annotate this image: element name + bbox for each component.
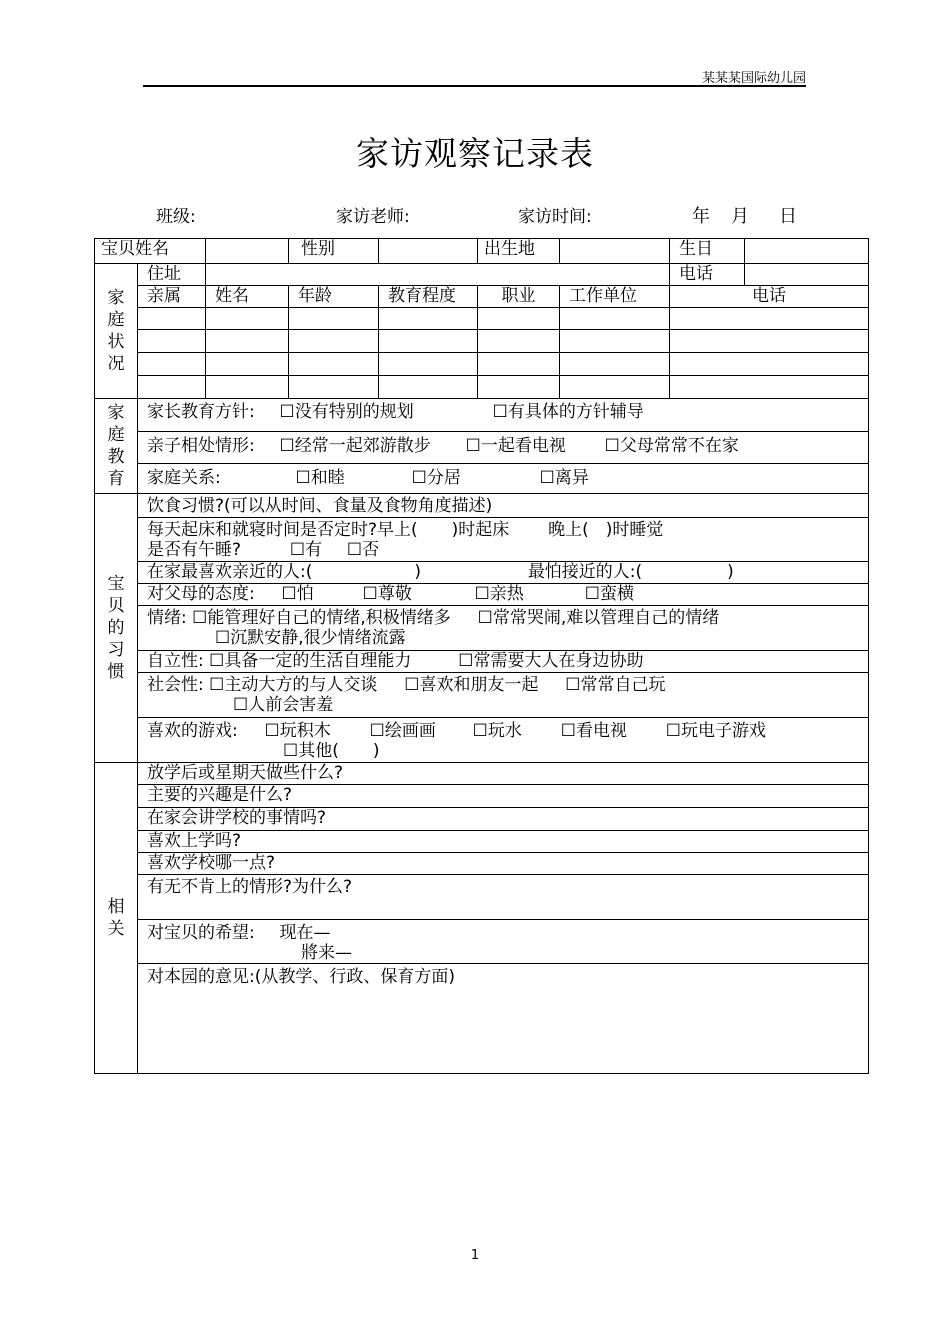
sociality-option-alone[interactable]: ☐常常自己玩 xyxy=(565,675,666,695)
emotion-option-managed[interactable]: ☐能管理好自己的情绪,积极情绪多 xyxy=(192,608,451,628)
family-relation-row xyxy=(138,464,869,494)
family-member-row xyxy=(95,330,869,353)
games-option-tv[interactable]: ☐看电视 xyxy=(560,721,627,741)
games-option-blocks[interactable]: ☐玩积木 xyxy=(264,721,331,741)
talks-about-school-question: 在家会讲学校的事情吗? xyxy=(138,808,869,831)
gender-label: 性别 xyxy=(289,239,379,264)
birthday-label: 生日 xyxy=(670,239,745,264)
after-school-question: 放学后或星期天做些什么? xyxy=(138,763,869,785)
interaction-label: 亲子相处情形: xyxy=(147,436,255,456)
kindergarten-name: 某某某国际幼儿园 xyxy=(701,71,806,86)
refuse-school-question: 有无不肯上的情形?为什么? xyxy=(138,875,869,920)
sociality-label: 社会性: xyxy=(147,675,204,695)
family-member-row xyxy=(95,376,869,399)
visit-time-label: 家访时间: xyxy=(518,207,592,227)
emotion-option-quiet[interactable]: ☐沉默安静,很少情绪流露 xyxy=(215,628,406,648)
feared-person-question: 最怕接近的人:( ) xyxy=(527,562,734,582)
nap-option-no[interactable]: ☐否 xyxy=(346,540,380,560)
child-name-field[interactable] xyxy=(206,239,289,264)
family-header-row xyxy=(95,286,869,308)
relation-option-harmony[interactable]: ☐和睦 xyxy=(295,468,345,488)
class-label: 班级: xyxy=(156,207,196,227)
birthplace-field[interactable] xyxy=(560,239,670,264)
opinion-question: 对本园的意见:(从教学、行政、保育方面) xyxy=(147,967,455,987)
self-reliance-row xyxy=(138,651,869,673)
phone-field[interactable] xyxy=(745,264,869,286)
attitude-option-fear[interactable]: ☐怕 xyxy=(281,584,314,604)
header-rule xyxy=(143,85,806,87)
likes-school-question: 喜欢上学吗? xyxy=(138,831,869,853)
attitude-option-affection[interactable]: ☐亲热 xyxy=(474,584,524,604)
education-section-label: 家庭教育 xyxy=(95,399,138,494)
page-title: 家访观察记录表 xyxy=(356,134,594,173)
self-reliance-option-capable[interactable]: ☐具备一定的生活自理能力 xyxy=(209,651,412,671)
relation-option-divorced[interactable]: ☐离异 xyxy=(539,468,589,488)
month-label: 月 xyxy=(731,206,749,227)
col-age: 年龄 xyxy=(289,286,379,308)
policy-label: 家长教育方针: xyxy=(147,402,255,422)
favorite-school-part-question: 喜欢学校哪一点? xyxy=(138,853,869,875)
opinion-row xyxy=(138,964,869,1074)
relation-label: 家庭关系: xyxy=(147,468,221,488)
interaction-option-tv[interactable]: ☐一起看电视 xyxy=(465,436,566,456)
family-member-row xyxy=(95,353,869,376)
relation-option-separated[interactable]: ☐分居 xyxy=(411,468,461,488)
gender-field[interactable] xyxy=(379,239,478,264)
closest-person-question: 在家最喜欢亲近的人:( ) xyxy=(147,562,421,582)
policy-option-no-plan[interactable]: ☐没有特别的规划 xyxy=(279,402,414,422)
col-education: 教育程度 xyxy=(379,286,478,308)
games-option-other[interactable]: ☐其他( ) xyxy=(283,741,380,761)
teacher-label: 家访老师: xyxy=(336,207,410,227)
year-label: 年 xyxy=(692,206,710,227)
self-reliance-label: 自立性: xyxy=(147,651,204,671)
child-name-label: 宝贝姓名 xyxy=(95,239,206,264)
col-relative: 亲属 xyxy=(138,286,206,308)
address-field[interactable] xyxy=(206,264,670,286)
interests-question: 主要的兴趣是什么? xyxy=(138,785,869,808)
related-section-label: 相关 xyxy=(95,763,138,1074)
parent-child-row xyxy=(138,432,869,464)
sociality-option-shy[interactable]: ☐人前会害羞 xyxy=(233,695,334,715)
family-section-label: 家庭状况 xyxy=(95,264,138,399)
attitude-option-rude[interactable]: ☐蛮横 xyxy=(584,584,634,604)
phone-label: 电话 xyxy=(670,264,745,286)
attitude-label: 对父母的态度: xyxy=(147,584,255,604)
emotion-label: 情绪: xyxy=(147,608,187,628)
hopes-row xyxy=(138,920,869,964)
sleep-question: 每天起床和就寝时间是否定时?早上( )时起床 xyxy=(147,520,510,540)
sociality-option-outgoing[interactable]: ☐主动大方的与人交谈 xyxy=(209,675,378,695)
emotion-option-crying[interactable]: ☐常常哭闹,难以管理自己的情绪 xyxy=(477,608,720,628)
attitude-row xyxy=(138,584,869,606)
basic-info-row xyxy=(95,239,869,264)
close-person-row xyxy=(138,562,869,584)
day-label: 日 xyxy=(779,206,797,227)
home-visit-form xyxy=(94,238,869,1074)
games-label: 喜欢的游戏: xyxy=(147,721,238,741)
hopes-label: 对宝贝的希望: xyxy=(147,923,255,943)
nap-option-yes[interactable]: ☐有 xyxy=(289,540,323,560)
family-member-row xyxy=(95,308,869,330)
col-occupation: 职业 xyxy=(478,286,560,308)
nap-label: 是否有午睡? xyxy=(147,540,242,560)
sociality-option-friends[interactable]: ☐喜欢和朋友一起 xyxy=(404,675,539,695)
games-option-video-games[interactable]: ☐玩电子游戏 xyxy=(665,721,767,741)
favorite-games-row xyxy=(138,718,869,763)
birthday-field[interactable] xyxy=(745,239,869,264)
sociality-row xyxy=(138,673,869,718)
parenting-policy-row xyxy=(138,399,869,432)
games-option-water[interactable]: ☐玩水 xyxy=(472,721,522,741)
address-label: 住址 xyxy=(138,264,206,286)
col-name: 姓名 xyxy=(206,286,289,308)
diet-habit-question: 饮食习惯?(可以从时间、食量及食物角度描述) xyxy=(138,494,869,518)
emotion-row xyxy=(138,606,869,651)
attitude-option-respect[interactable]: ☐尊敬 xyxy=(362,584,412,604)
games-option-drawing[interactable]: ☐绘画画 xyxy=(369,721,436,741)
interaction-option-outings[interactable]: ☐经常一起郊游散步 xyxy=(279,436,431,456)
self-reliance-option-needs-help[interactable]: ☐常需要大人在身边协助 xyxy=(458,651,644,671)
sleep-row xyxy=(138,518,869,562)
interaction-option-absent[interactable]: ☐父母常常不在家 xyxy=(604,436,739,456)
col-phone: 电话 xyxy=(670,286,869,308)
habits-section-label: 宝贝的习惯 xyxy=(95,494,138,763)
birthplace-label: 出生地 xyxy=(478,239,560,264)
hopes-now: 现在— xyxy=(279,923,331,943)
policy-option-guidance[interactable]: ☐有具体的方针辅导 xyxy=(492,402,644,422)
col-workplace: 工作单位 xyxy=(560,286,670,308)
page-number: 1 xyxy=(470,1248,480,1263)
sleep-evening: 晚上( )时睡觉 xyxy=(548,520,664,540)
hopes-future: 將来— xyxy=(301,943,352,963)
